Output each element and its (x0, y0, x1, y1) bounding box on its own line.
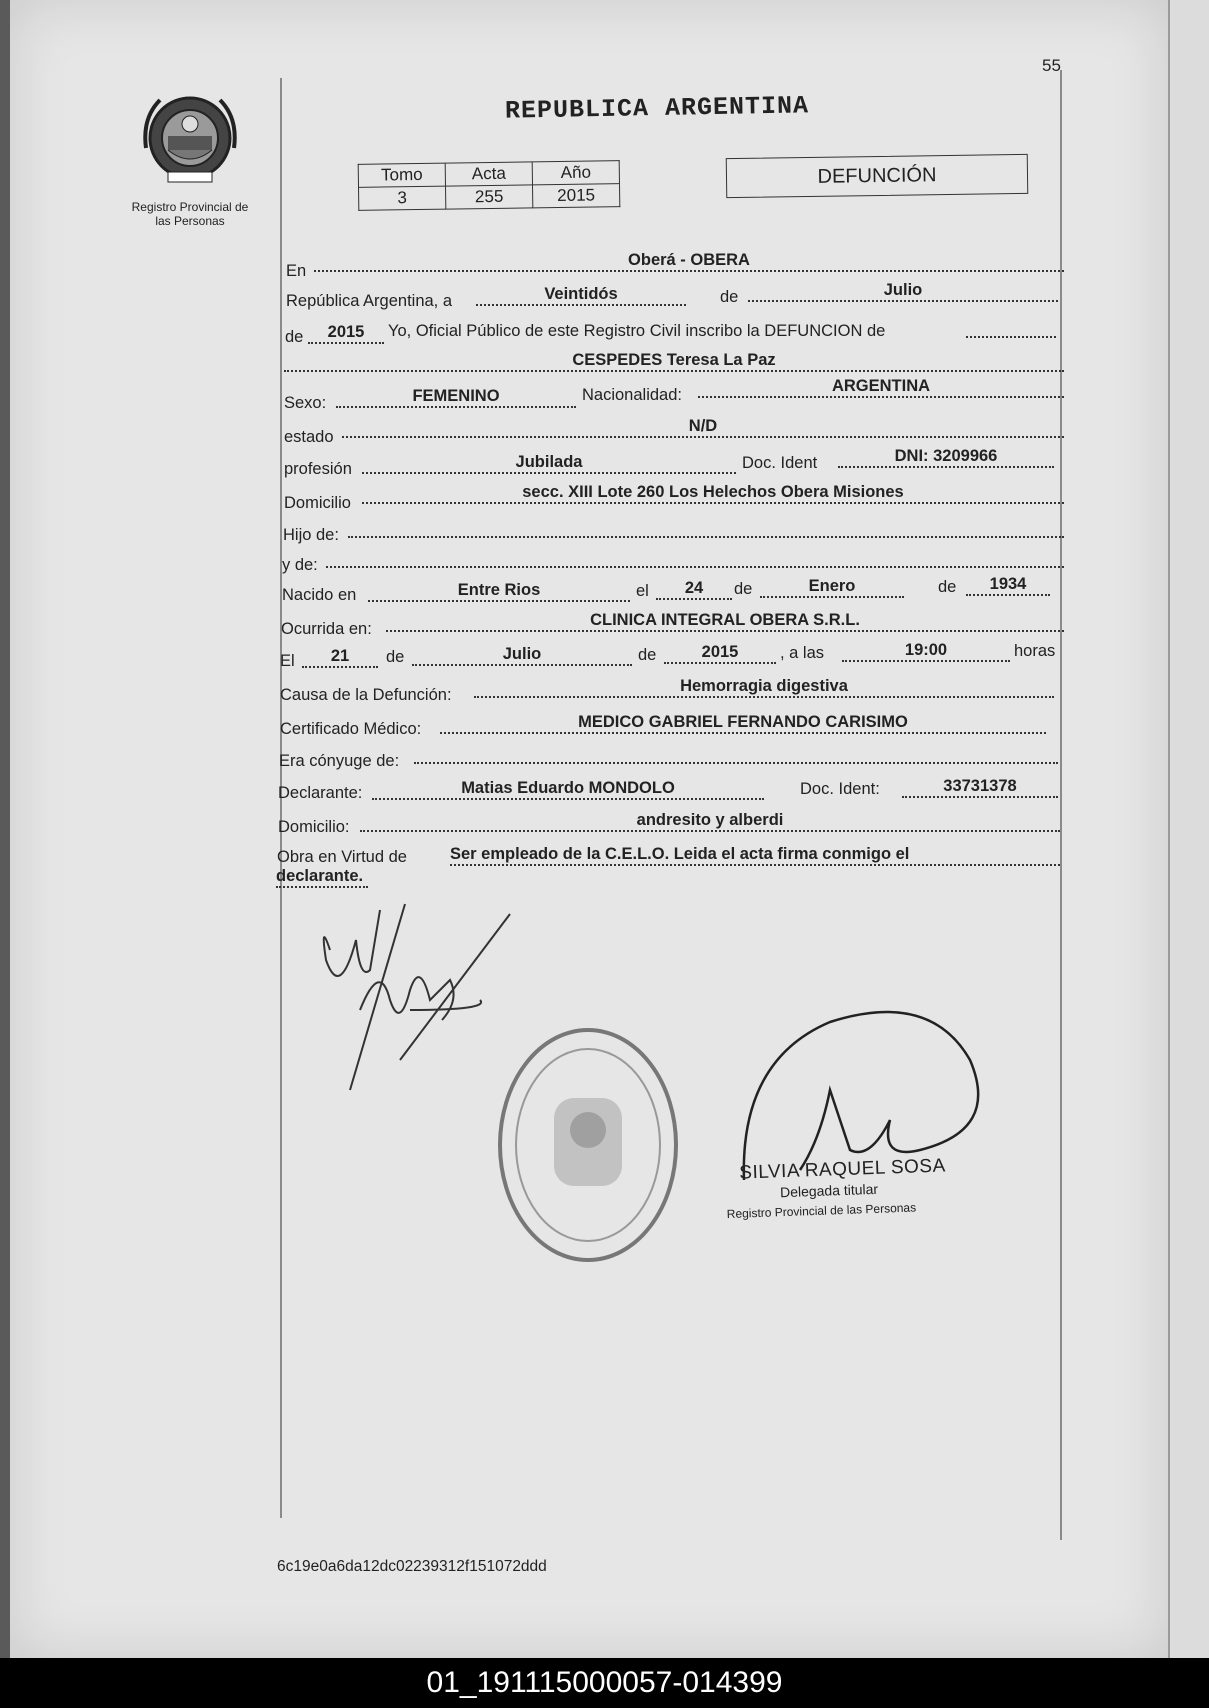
acta-header: Acta (445, 162, 532, 186)
page-title: REPUBLICA ARGENTINA (504, 91, 810, 126)
ocurrida-value: CLINICA INTEGRAL OBERA S.R.L. (386, 612, 1064, 632)
obra-value-line2: declarante. (276, 868, 368, 888)
nac-mes-value: Enero (760, 578, 904, 598)
declarante-label: Declarante: (278, 784, 363, 802)
sexo-label: Sexo: (284, 394, 327, 412)
y-de-value (326, 548, 1064, 568)
doc2-label: Doc. Ident: (800, 780, 880, 798)
en-label: En (286, 262, 307, 280)
el2-label: El (280, 652, 295, 670)
tomo-header: Tomo (358, 163, 445, 187)
officer-block (726, 1155, 947, 1223)
conyuge-value (414, 744, 1058, 764)
causa-label: Causa de la Defunción: (280, 686, 452, 704)
hijo-value (348, 518, 1064, 538)
nombre-value: CESPEDES Teresa La Paz (284, 352, 1064, 372)
de-label-4: de (938, 578, 957, 596)
profesion-label: profesión (284, 460, 352, 478)
right-margin-line (1060, 70, 1062, 1540)
el-label: el (636, 582, 649, 600)
def-dia-value: 21 (302, 648, 378, 668)
causa-value: Hemorragia digestiva (474, 678, 1054, 698)
dia-value: Veintidós (476, 286, 686, 306)
tomo-value: 3 (359, 186, 446, 210)
mes-value: Julio (748, 282, 1058, 302)
nacionalidad-value: ARGENTINA (698, 378, 1064, 398)
domicilio2-value: andresito y alberdi (360, 812, 1060, 832)
de-label-6: de (638, 646, 657, 664)
nacido-value: Entre Rios (368, 582, 630, 602)
page-number: 55 (1042, 56, 1061, 75)
anio-header: Año (532, 161, 619, 185)
domicilio-value: secc. XIII Lote 260 Los Helechos Obera Misiones (362, 484, 1064, 504)
acta-value: 255 (446, 185, 533, 209)
def-anio-value: 2015 (664, 644, 776, 664)
profesion-value: Jubilada (362, 454, 736, 474)
record-table (358, 160, 621, 211)
defuncion-de-blank (966, 318, 1056, 338)
officer-org: Registro Provincial de las Personas (726, 1200, 917, 1222)
nac-anio-value: 1934 (966, 576, 1050, 596)
doc-ident-value: DNI: 3209966 (838, 448, 1054, 468)
en-value: Oberá - OBERA (314, 252, 1064, 272)
de-label-3: de (734, 580, 753, 598)
anio-value: 2015 (308, 324, 384, 344)
table-row (359, 184, 620, 211)
document-hash: 6c19e0a6da12dc02239312f151072ddd (277, 1558, 547, 1575)
doc2-value: 33731378 (902, 778, 1058, 798)
de-label-1: de (720, 288, 739, 306)
hijo-label: Hijo de: (283, 526, 339, 544)
registro-line2: las Personas (155, 214, 225, 228)
republica-label: República Argentina, a (286, 292, 453, 310)
nac-dia-value: 24 (656, 580, 732, 600)
binder-edge (1168, 0, 1209, 1658)
obra-label: Obra en Virtud de (277, 848, 407, 866)
sexo-value: FEMENINO (336, 388, 576, 408)
record-type-box: DEFUNCIÓN (726, 154, 1029, 198)
def-hora-value: 19:00 (842, 642, 1010, 662)
declarante-value: Matias Eduardo MONDOLO (372, 780, 764, 800)
obra-value-line1: Ser empleado de la C.E.L.O. Leida el acta firma conmigo el (450, 846, 1060, 866)
domicilio-label: Domicilio (284, 494, 351, 512)
officer-role: Delegada titular (779, 1180, 879, 1201)
certificado-label: Certificado Médico: (280, 720, 422, 738)
domicilio2-label: Domicilio: (278, 818, 350, 836)
conyuge-label: Era cónyuge de: (279, 752, 400, 770)
y-de-label: y de: (282, 556, 318, 574)
province-seal-icon (140, 88, 240, 188)
ocurrida-label: Ocurrida en: (281, 620, 372, 638)
certificado-value: MEDICO GABRIEL FERNANDO CARISIMO (440, 714, 1046, 734)
yo-text: Yo, Oficial Público de este Registro Civil inscribo la DEFUNCION de (388, 322, 886, 340)
de-label-2: de (285, 328, 304, 346)
a-las-label: , a las (780, 644, 825, 662)
de-label-5: de (386, 648, 405, 666)
def-mes-value: Julio (412, 646, 632, 666)
officer-name: SILVIA RAQUEL SOSA (738, 1155, 947, 1184)
nacionalidad-label: Nacionalidad: (582, 386, 682, 404)
registro-caption (120, 200, 260, 228)
horas-label: horas (1014, 642, 1056, 660)
anio-value: 2015 (532, 184, 619, 208)
registro-line1: Registro Provincial de (131, 200, 249, 214)
doc-ident-label: Doc. Ident (742, 454, 818, 472)
estado-label: estado (284, 428, 334, 446)
nacido-label: Nacido en (282, 586, 357, 604)
estado-value: N/D (342, 418, 1064, 438)
registry-stamp (488, 1020, 688, 1270)
footer-id-bar: 01_191115000057-014399 (0, 1658, 1209, 1708)
